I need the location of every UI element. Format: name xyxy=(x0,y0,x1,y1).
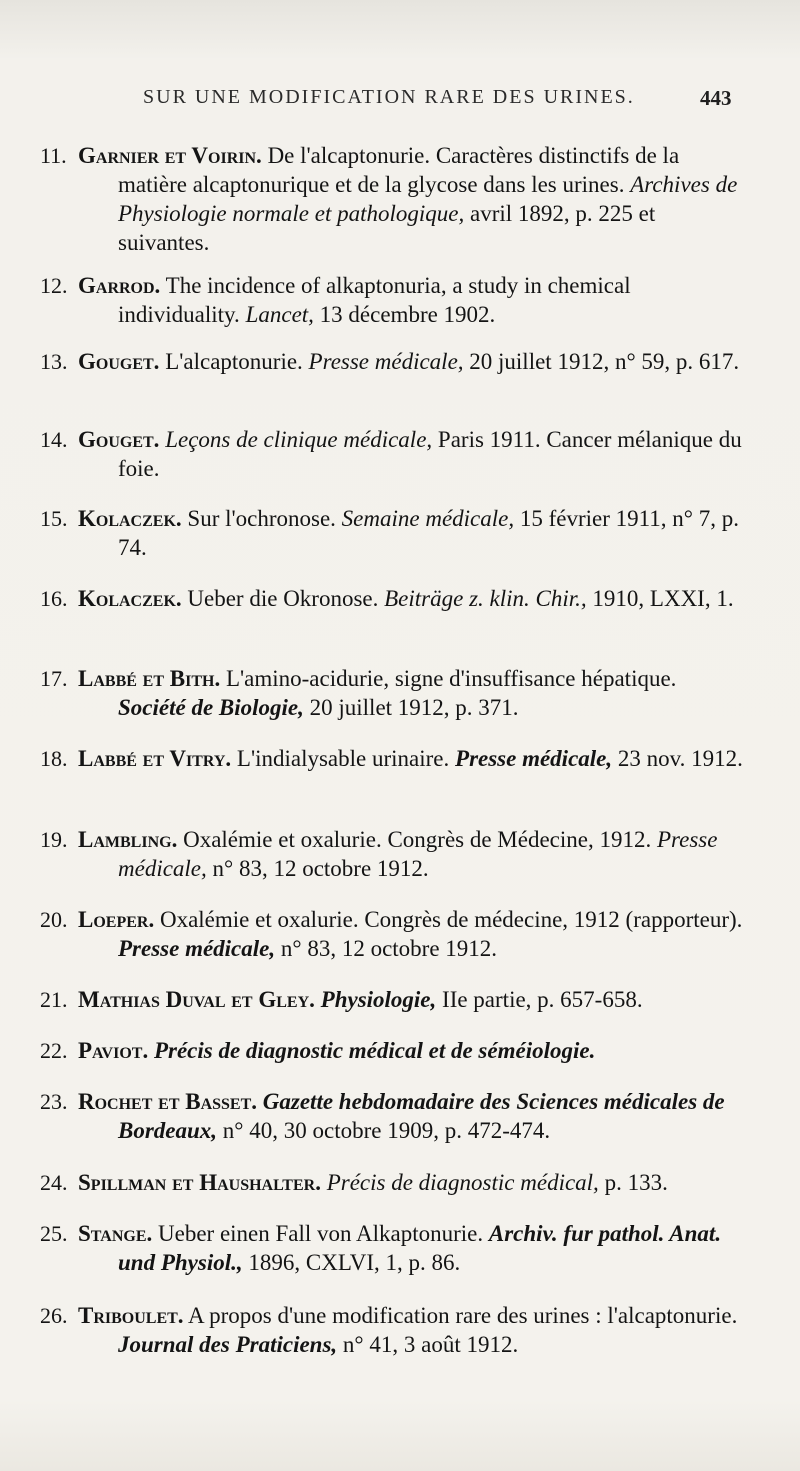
entry-journal: Presse médicale, xyxy=(118,936,276,961)
bibliography-entry xyxy=(40,425,748,483)
entry-journal: Presse médicale, xyxy=(308,349,464,374)
entry-details: n° 83, 12 octobre 1912. xyxy=(280,936,498,961)
entry-authors: Garnier et Voirin. xyxy=(78,143,262,168)
entry-authors: Garrod. xyxy=(78,273,161,298)
entry-text: L'alcaptonurie. xyxy=(165,349,303,374)
entry-journal: Physiologie, xyxy=(320,987,437,1012)
entry-details: 15 février 1911, n° 7, p. 74. xyxy=(118,506,739,560)
entry-journal: Archives de Physiologie normale et pathologique, xyxy=(118,172,738,226)
entry-number: 17. xyxy=(40,666,68,691)
entry-number: 14. xyxy=(40,427,68,452)
entry-journal: Journal des Praticiens, xyxy=(118,1332,338,1357)
entry-details: Paris 1911. Cancer mélanique du foie. xyxy=(118,427,742,481)
entry-number: 25. xyxy=(40,1221,68,1246)
entry-details: IIe partie, p. 657-658. xyxy=(442,987,643,1012)
entry-authors: Spillman et Haushalter. xyxy=(78,1170,321,1195)
bibliography-entry xyxy=(40,744,748,773)
entry-number: 21. xyxy=(40,987,68,1012)
entry-journal: Précis de diagnostic médical et de séméiologie. xyxy=(153,1038,596,1063)
running-title: SUR UNE MODIFICATION RARE DES URINES. xyxy=(143,86,635,108)
bibliography-entry xyxy=(40,825,748,883)
entry-authors: Rochet et Basset. xyxy=(78,1089,258,1114)
entry-details: 20 juillet 1912, p. 371. xyxy=(309,695,519,720)
entry-authors: Labbé et Bith. xyxy=(78,666,221,691)
entry-journal: Presse médicale, xyxy=(455,746,613,771)
entry-details: n° 40, 30 octobre 1909, p. 472-474. xyxy=(222,1118,551,1143)
entry-number: 19. xyxy=(40,827,68,852)
entry-number: 16. xyxy=(40,586,68,611)
entry-journal: Lancet, xyxy=(245,302,314,327)
entry-details: 1910, LXXI, 1. xyxy=(592,586,734,611)
entry-journal: Précis de diagnostic médical, xyxy=(326,1170,599,1195)
entry-text: Ueber einen Fall von Alkaptonurie. xyxy=(158,1221,484,1246)
entry-journal: Semaine médicale, xyxy=(341,506,515,531)
bibliography-entry xyxy=(40,271,748,329)
entry-authors: Kolaczek. xyxy=(78,506,182,531)
entry-number: 26. xyxy=(40,1303,68,1328)
bibliography-entry xyxy=(40,1036,748,1065)
entry-details: 13 décembre 1902. xyxy=(319,302,496,327)
entry-journal: Gazette hebdomadaire des Sciences médicales de Bordeaux, xyxy=(118,1089,725,1143)
entry-authors: Loeper. xyxy=(78,907,155,932)
entry-number: 23. xyxy=(40,1089,68,1114)
bibliography-entry xyxy=(40,584,748,613)
bibliography-entry xyxy=(40,985,748,1014)
entry-number: 12. xyxy=(40,273,68,298)
bibliography-entry xyxy=(40,1301,748,1359)
entry-text: Oxalémie et oxalurie. Congrès de médecine, 1912 (rapporteur). xyxy=(159,907,743,932)
entry-journal: Leçons de clinique médicale, xyxy=(165,427,433,452)
bibliography-entry xyxy=(40,1168,748,1197)
entry-text: Sur l'ochronose. xyxy=(187,506,336,531)
entry-authors: Stange. xyxy=(78,1221,153,1246)
entry-authors: Triboulet. xyxy=(78,1303,184,1328)
bibliography-entry xyxy=(40,905,748,963)
entry-number: 18. xyxy=(40,746,68,771)
bibliography-entry xyxy=(40,1087,748,1145)
entry-details: n° 41, 3 août 1912. xyxy=(342,1332,519,1357)
entry-number: 22. xyxy=(40,1038,68,1063)
entry-details: n° 83, 12 octobre 1912. xyxy=(212,856,429,881)
entry-text: Ueber die Okronose. xyxy=(187,586,379,611)
entry-number: 24. xyxy=(40,1170,68,1195)
entry-text: Oxalémie et oxalurie. Congrès de Médecine, 1912. xyxy=(183,827,652,852)
entry-details: 20 juillet 1912, n° 59, p. 617. xyxy=(469,349,740,374)
entry-text: The incidence of alkaptonuria, a study in chemical individuality. xyxy=(118,273,631,327)
entry-details: p. 133. xyxy=(604,1170,668,1195)
entry-authors: Mathias Duval et Gley. xyxy=(78,987,315,1012)
entry-details: avril 1892, p. 225 et suivantes. xyxy=(118,201,656,255)
entry-authors: Kolaczek. xyxy=(78,586,182,611)
entry-number: 13. xyxy=(40,349,68,374)
entry-authors: Lambling. xyxy=(78,827,178,852)
entry-text: L'indialysable urinaire. xyxy=(236,746,450,771)
bibliography-entry xyxy=(40,347,748,376)
entry-journal: Archiv. fur pathol. Anat. und Physiol., xyxy=(118,1221,722,1275)
entry-authors: Labbé et Vitry. xyxy=(78,746,232,771)
entry-authors: Paviot. xyxy=(78,1038,149,1063)
bibliography-entry xyxy=(40,664,748,722)
entry-details: 1896, CXLVI, 1, p. 86. xyxy=(248,1250,461,1275)
bibliography-entry xyxy=(40,1219,748,1277)
entry-journal: Société de Biologie, xyxy=(118,695,304,720)
entry-authors: Gouget. xyxy=(78,427,160,452)
entry-text: L'amino-acidurie, signe d'insuffisance hépatique. xyxy=(225,666,677,691)
entry-number: 11. xyxy=(40,143,67,168)
entry-journal: Presse médicale, xyxy=(118,827,718,881)
entry-journal: Beiträge z. klin. Chir., xyxy=(384,586,587,611)
bibliography-entry xyxy=(40,141,748,257)
entry-number: 20. xyxy=(40,907,68,932)
entry-details: 23 nov. 1912. xyxy=(617,746,743,771)
bibliography-entry xyxy=(40,504,748,562)
page-number: 443 xyxy=(700,86,732,110)
entry-authors: Gouget. xyxy=(78,349,160,374)
entry-text: De l'alcaptonurie. Caractères distinctifs de la matière alcaptonurique et de la glycose dans les urines. xyxy=(118,143,680,197)
running-head xyxy=(0,86,800,116)
entry-number: 15. xyxy=(40,506,68,531)
entry-text: A propos d'une modification rare des urines : l'alcaptonurie. xyxy=(188,1303,738,1328)
